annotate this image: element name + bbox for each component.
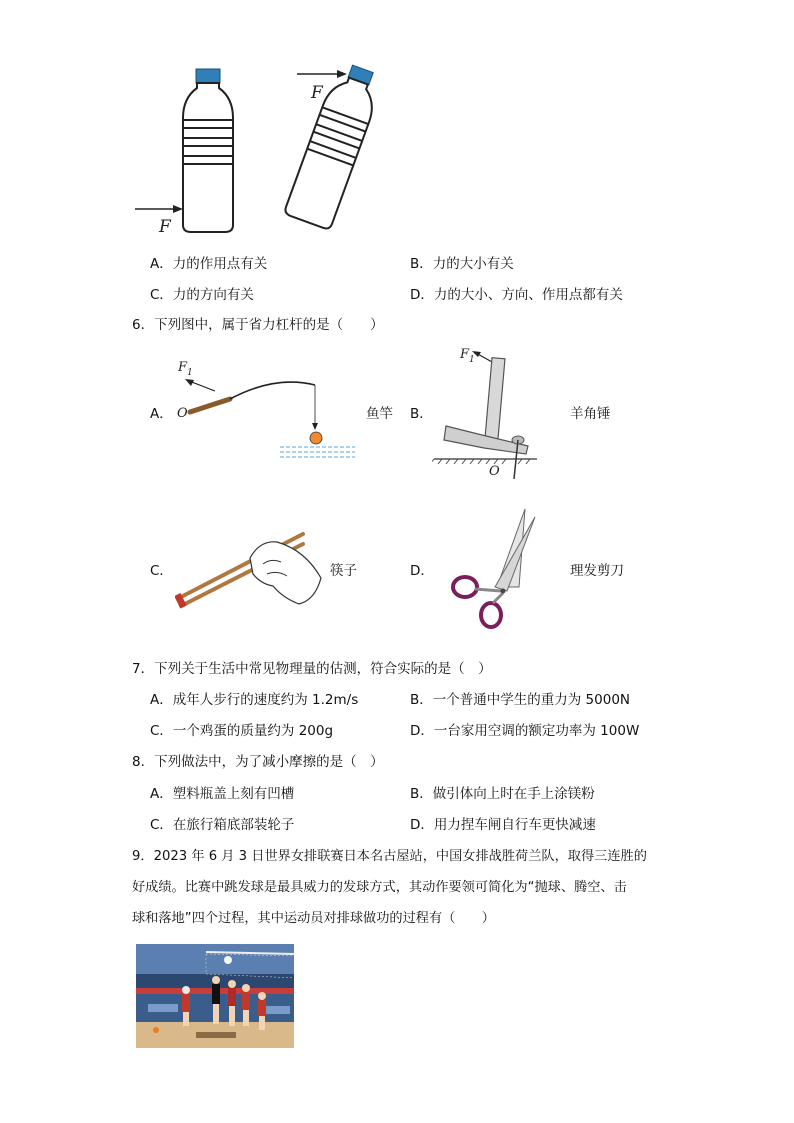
pivot-label-rod: O bbox=[177, 406, 188, 421]
q6-option-d-letter[interactable]: D． bbox=[410, 563, 434, 579]
bottles-force-figure bbox=[125, 60, 395, 245]
q9-stem-line1: 9．2023 年 6 月 3 日世界女排联赛日本名古屋站，中国女排战胜荷兰队，取得三连胜的 bbox=[132, 849, 647, 864]
q7-option-c[interactable]: C．一个鸡蛋的质量约为 200g bbox=[150, 723, 334, 739]
q6-caption-d: 理发剪刀 bbox=[570, 563, 624, 579]
q8-option-b[interactable]: B．做引体向上时在手上涂镁粉 bbox=[410, 786, 595, 802]
fishing-rod-figure bbox=[175, 355, 365, 465]
q7-option-a[interactable]: A．成年人步行的速度约为 1.2m/s bbox=[150, 692, 359, 708]
f1-label-hammer: $F_1$ bbox=[460, 347, 475, 365]
q9-stem-line2: 好成绩。比赛中跳发球是最具威力的发球方式，其动作要领可简化为“抛球、腾空、击 bbox=[132, 880, 627, 895]
q5-option-a[interactable]: A．力的作用点有关 bbox=[150, 256, 268, 272]
f1-label-rod: $F_1$ bbox=[178, 360, 193, 378]
q7-stem: 7．下列关于生活中常见物理量的估测，符合实际的是（ ） bbox=[132, 661, 492, 677]
q6-caption-b: 羊角锤 bbox=[570, 406, 611, 422]
q6-option-a-letter[interactable]: A． bbox=[150, 406, 173, 422]
claw-hammer-figure bbox=[432, 344, 542, 479]
q7-option-d[interactable]: D．一台家用空调的额定功率为 100W bbox=[410, 723, 640, 739]
q5-option-c[interactable]: C．力的方向有关 bbox=[150, 287, 254, 303]
q6-caption-c: 筷子 bbox=[330, 563, 357, 579]
q6-option-b-letter[interactable]: B． bbox=[410, 406, 433, 422]
chopsticks-figure bbox=[175, 528, 325, 610]
q5-option-b[interactable]: B．力的大小有关 bbox=[410, 256, 514, 272]
q6-option-c-letter[interactable]: C． bbox=[150, 563, 173, 579]
force-label-1: F bbox=[159, 217, 171, 237]
upright-bottle bbox=[135, 69, 233, 237]
q7-option-b[interactable]: B．一个普通中学生的重力为 5000N bbox=[410, 692, 631, 708]
q8-option-c[interactable]: C．在旅行箱底部装轮子 bbox=[150, 817, 295, 833]
q8-stem: 8．下列做法中，为了减小摩擦的是（ ） bbox=[132, 754, 384, 770]
q6-stem: 6．下列图中，属于省力杠杆的是（ ） bbox=[132, 317, 384, 333]
tilted-bottle bbox=[284, 60, 386, 230]
q6-caption-a: 鱼竿 bbox=[366, 406, 393, 422]
volleyball-photo bbox=[136, 944, 294, 1048]
scissors-figure bbox=[445, 505, 540, 643]
q5-option-d[interactable]: D．力的大小、方向、作用点都有关 bbox=[410, 287, 623, 303]
pivot-label-hammer: O bbox=[489, 464, 500, 479]
q9-stem-line3: 球和落地”四个过程，其中运动员对排球做功的过程有（ ） bbox=[132, 911, 495, 926]
force-label-2: F bbox=[311, 83, 323, 103]
q8-option-a[interactable]: A．塑料瓶盖上刻有凹槽 bbox=[150, 786, 295, 802]
q8-option-d[interactable]: D．用力捏车闸自行车更快减速 bbox=[410, 817, 596, 833]
